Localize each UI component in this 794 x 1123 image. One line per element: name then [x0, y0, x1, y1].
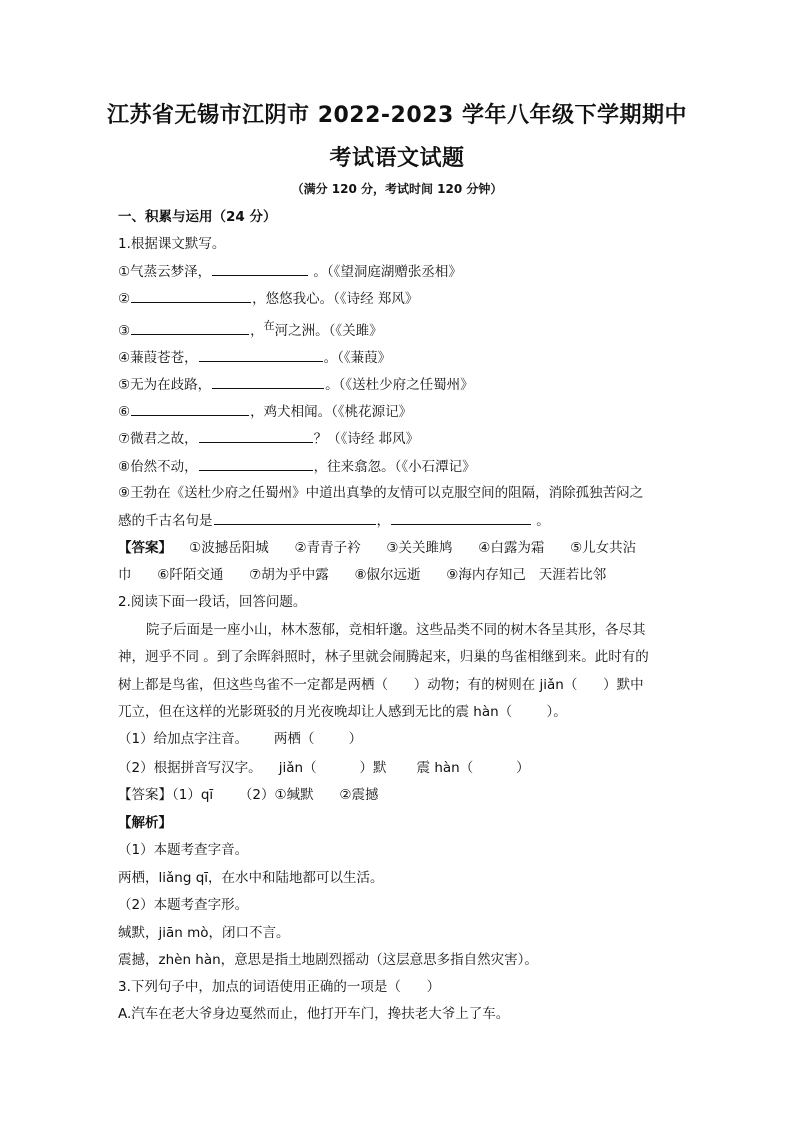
q1-item-6-pre: ⑥: [118, 404, 131, 420]
q1-item-6-post: ，鸡犬相闻。（《桃花源记》: [250, 404, 413, 420]
answer-blank: [212, 375, 324, 389]
q1-item-3: ③ ，$^在$河之洲。（《关雎》: [118, 319, 383, 339]
q2-analysis-line1: （1）本题考查字音。: [118, 842, 249, 858]
q1-answer-line2: 巾 ⑥阡陌交通 ⑦胡为乎中露 ⑧俶尔远逝 ⑨海内存知己 天涯若比邻: [118, 567, 607, 583]
q1-item-1-pre: ①气蒸云梦泽，: [118, 264, 212, 280]
q2-passage-line1: 院子后面是一座小山，林木葱郁，竞相轩邈。这些品类不同的树木各呈其形，各尽其: [146, 622, 646, 638]
q2-analysis-line2: 两栖，liǎng qī，在水中和陆地都可以生活。: [118, 870, 384, 886]
answer-blank: [199, 457, 313, 471]
q1-item-5-post: 。（《送杜少府之任蜀州》: [325, 377, 474, 393]
q1-item-9-pre: 感的千古名句是: [118, 513, 213, 529]
q1-item-2: [118, 289, 688, 308]
answer-blank: [212, 262, 308, 276]
q1-item-3-raised-char: 在: [263, 319, 275, 332]
q1-item-8-pre: ⑧佁然不动，: [118, 459, 198, 475]
q1-item-4: [118, 348, 688, 367]
q1-item-6: [118, 402, 688, 421]
analysis-label: 【解析】: [118, 815, 172, 831]
q1-item-5-pre: ⑤无为在歧路，: [118, 377, 212, 393]
q1-item-3-pre: ③: [118, 323, 131, 339]
q1-item-3-post: 河之洲。（《关雎》: [274, 323, 383, 339]
answer-blank: [131, 321, 249, 335]
answer-blank: [214, 511, 376, 525]
answer-blank: [131, 289, 251, 303]
q1-item-2-post: ，悠悠我心。（《诗经 郑风》: [252, 291, 419, 307]
q1-item-9-post: 。: [536, 513, 550, 529]
question-2-stem: 2.阅读下面一段话，回答问题。: [118, 594, 307, 610]
q1-item-7: [118, 429, 688, 448]
q2-analysis-line5: 震撼，zhèn hàn，意思是指土地剧烈摇动（这层意思多指自然灾害）。: [118, 952, 538, 968]
q1-item-4-pre: ④蒹葭苍苍，: [118, 350, 198, 366]
answer-blank: [199, 429, 313, 443]
q1-item-9-comma: ，: [376, 513, 390, 529]
q1-item-9-line2: [118, 511, 688, 530]
answer-blank: [199, 348, 323, 362]
answer-label: 【答案】: [118, 540, 172, 556]
q2-analysis-line4: 缄默，jiān mò，闭口不言。: [118, 925, 290, 941]
q1-item-9-line1: ⑨王勃在《送杜少府之任蜀州》中道出真挚的友情可以克服空间的阻隔，消除孤独苦闷之: [118, 485, 644, 501]
q3-option-a: A.汽车在老大爷身边戛然而止，他打开车门，搀扶老大爷上了车。: [118, 1006, 510, 1022]
q1-item-2-pre: ②: [118, 291, 131, 307]
q1-item-1-post: 。（《望洞庭湖赠张丞相》: [313, 264, 462, 280]
q1-answer-line1: [118, 539, 688, 557]
answer-blank: [391, 511, 531, 525]
q1-answer-text: ①波撼岳阳城 ②青青子衿 ③关关雎鸠 ④白露为霜 ⑤儿女共沾: [189, 540, 637, 556]
q1-item-7-pre: ⑦微君之故，: [118, 431, 198, 447]
question-1-stem: 1.根据课文默写。: [118, 236, 226, 252]
question-3-stem: 3.下列句子中，加点的词语使用正确的一项是（ ）: [118, 979, 441, 995]
exam-info-subtitle: （满分 120 分，考试时间 120 分钟）: [291, 182, 503, 196]
q2-passage-line2: 神，迥乎不同 。到了余晖斜照时，林子里就会闹腾起来，归巢的鸟雀相继到来。此时有的: [118, 649, 649, 665]
q2-passage-line4: 兀立，但在这样的光影斑驳的月光夜晚却让人感到无比的震 hàn（ ）。: [118, 704, 567, 720]
q2-analysis-line3: （2）本题考查字形。: [118, 897, 249, 913]
q2-sub-question-2: （2）根据拼音写汉字。 jiǎn（ ）默 震 hàn（ ）: [118, 760, 530, 776]
document-title-line1: 江苏省无锡市江阴市 2022-2023 学年八年级下学期期中: [107, 103, 687, 128]
answer-blank: [131, 402, 249, 416]
q2-sub-question-1: （1）给加点字注音。 两栖（ ）: [118, 731, 363, 747]
q2-passage-line3: 树上都是鸟雀，但这些鸟雀不一定都是两栖（ ）动物；有的树则在 jiǎn（ ）默中: [118, 677, 644, 693]
document-title-line2: 考试语文试题: [329, 146, 465, 171]
q1-item-7-post: ？（《诗经 邶风》: [313, 431, 420, 447]
section-heading: 一、积累与运用（24 分）: [118, 209, 277, 225]
q1-item-8-post: ，往来翕忽。（《小石潭记》: [313, 459, 476, 475]
q1-item-5: [118, 375, 688, 394]
q1-item-4-post: 。（《蒹葭》: [323, 350, 392, 366]
q1-item-8: [118, 457, 688, 476]
q2-answer: 【答案】（1）qī （2）①缄默 ②震撼: [118, 787, 379, 803]
q1-item-1: [118, 262, 688, 281]
